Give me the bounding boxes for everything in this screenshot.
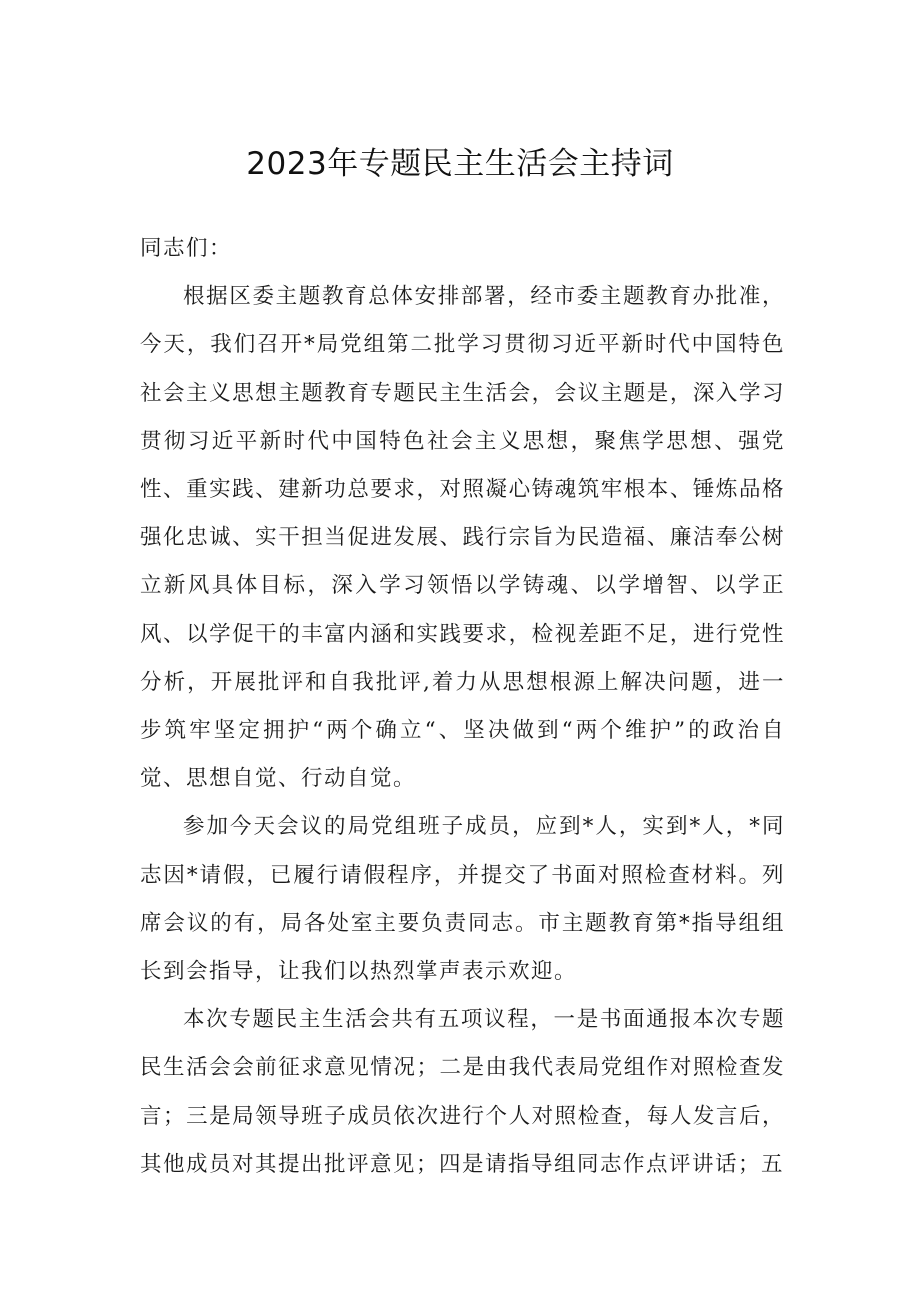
paragraph-1: 根据区委主题教育总体安排部署，经市委主题教育办批准，今天，我们召开*局党组第二批学习贯彻习近平新时代中国特色社会主义思想主题教育专题民主生活会，会议主题是，深入学习贯彻习近平新时代中国特色社会主义思想，聚焦学思想、强党性、重实践、建新功总要求，对照凝心铸魂筑牢根本、锤炼品格强化忠诚、实干担当促进发展、践行宗旨为民造福、廉洁奉公树立新风具体目标，深入学习领悟以学铸魂、以学增智、以学正风、以学促干的丰富内涵和实践要求，检视差距不足，进行党性分析，开展批评和自我批评,着力从思想根源上解决问题，进一步筑牢坚定拥护“两个确立“、坚决做到“两个维护”的政治自觉、思想自觉、行动自觉。	[140, 284, 785, 792]
salutation: 同志们：	[140, 236, 233, 261]
paragraph-3: 本次专题民主生活会共有五项议程，一是书面通报本次专题民生活会会前征求意见情况；二是由我代表局党组作对照检查发言；三是局领导班子成员依次进行个人对照检查，每人发言后，其他成员对其提出批评意见；四是请指导组同志作点评讲话；五	[140, 1007, 785, 1177]
paragraph-2: 参加今天会议的局党组班子成员，应到*人，实到*人，*同志因*请假，已履行请假程序，并提交了书面对照检查材料。列席会议的有，局各处室主要负责同志。市主题教育第*指导组组长到会指导，让我们以热烈掌声表示欢迎。	[140, 814, 785, 985]
document-title: 2023年专题民主生活会主持词	[246, 146, 674, 182]
document-body	[140, 225, 785, 1189]
